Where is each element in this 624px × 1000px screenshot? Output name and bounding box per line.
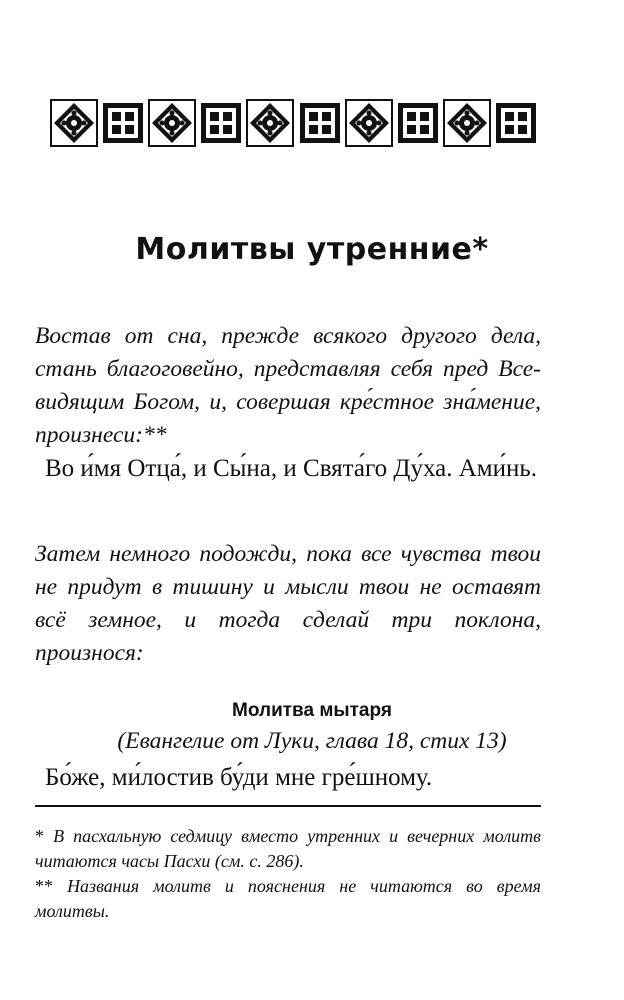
footnote-divider	[35, 805, 541, 807]
publican-prayer-heading: Молитва мытаря	[232, 700, 392, 721]
footnote-1	[35, 824, 541, 874]
footnote-mark: *	[35, 826, 44, 846]
ornamental-border	[50, 96, 540, 150]
footnote-2	[35, 874, 541, 924]
scripture-reference: (Евангелие от Луки, глава 18, стих 13)	[117, 728, 507, 754]
rosette-icon	[443, 99, 491, 147]
square-knot-icon	[492, 99, 540, 147]
rosette-icon	[246, 99, 294, 147]
square-knot-icon	[99, 99, 147, 147]
square-knot-icon	[197, 99, 245, 147]
prayer-trinity: Во и́мя Отца́, и Сы́на, и Свята́го Ду́ха. Ами́нь.	[45, 455, 537, 482]
bowing-instruction: Затем немного подожди, пока все чувства твои не придут в тишину и мысли твои не оставят всё земное, и тогда сделай три поклона, произнося:	[35, 541, 541, 666]
rosette-icon	[148, 99, 196, 147]
publican-prayer-text: Бо́же, ми́лостив бу́ди мне гре́шному.	[45, 764, 433, 791]
footnote-text: Названия молитв и пояснения не читаются во время молитвы.	[35, 876, 542, 921]
footnote-mark: **	[35, 876, 53, 896]
rosette-icon	[345, 99, 393, 147]
footnote-text: В пасхальную седмицу вместо утренних и вечерних молитв читаются часы Пасхи (см. с. 286).	[35, 826, 541, 871]
intro-instruction: Востав от сна, прежде всякого другого дела, стань благоговейно, представляя себя пред Всевидящим Богом, и, совершая кре́стное зна́мение, произнеси:**	[35, 323, 541, 448]
page-title: Молитвы утренние*	[135, 232, 489, 267]
rosette-icon	[50, 99, 98, 147]
square-knot-icon	[394, 99, 442, 147]
square-knot-icon	[296, 99, 344, 147]
